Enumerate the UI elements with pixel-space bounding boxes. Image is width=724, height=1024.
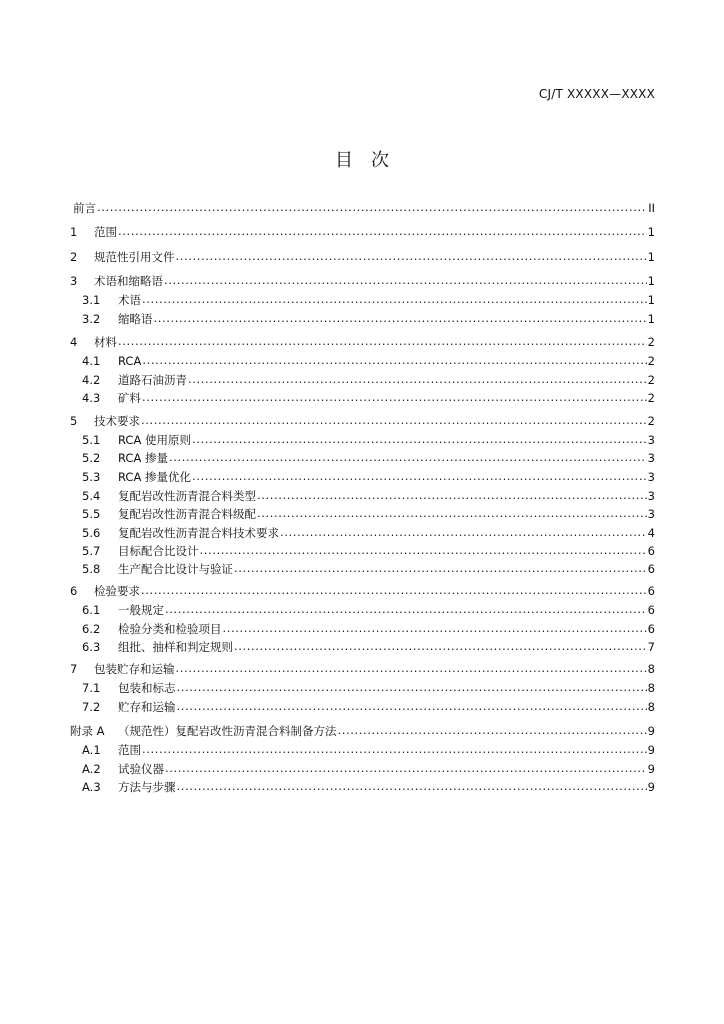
toc-entry-title: 包装贮存和运输 (94, 662, 175, 676)
toc-dot-leader (142, 740, 647, 759)
toc-dot-leader (141, 581, 647, 600)
toc-dot-leader (280, 523, 647, 542)
toc-entry-number: 5.3 (82, 470, 101, 484)
toc-entry[interactable] (82, 291, 655, 310)
toc-entry-page-number: 8 (647, 662, 655, 676)
toc-dot-leader (142, 388, 647, 407)
toc-entry-number: 6 (70, 584, 78, 598)
toc-entry-number: 5.5 (82, 507, 101, 521)
toc-dot-leader (188, 370, 647, 389)
toc-entry-page-number: 9 (647, 780, 655, 794)
toc-entry-number: 6.1 (82, 603, 101, 617)
toc-entry-title: 包装和标志 (118, 681, 176, 695)
toc-entry-title: 检验分类和检验项目 (118, 622, 222, 636)
toc-entry-title: 术语和缩略语 (94, 274, 163, 288)
toc-entry-number: 7.2 (82, 700, 101, 714)
toc-dot-leader (165, 759, 647, 778)
toc-entry[interactable] (70, 412, 655, 431)
toc-entry-number: 3.1 (82, 293, 101, 307)
toc-entry[interactable] (70, 333, 655, 352)
toc-entry-number: 5.6 (82, 526, 101, 540)
toc-entry-number: 4.3 (82, 391, 101, 405)
toc-entry[interactable] (82, 505, 655, 524)
toc-entry-title: RCA (118, 354, 142, 368)
toc-entry[interactable] (82, 449, 655, 468)
toc-entry[interactable] (82, 389, 655, 408)
toc-entry-number: 7 (70, 662, 78, 676)
toc-entry-title: 术语 (118, 293, 141, 307)
toc-entry-number: 1 (70, 225, 78, 239)
toc-entry-title: 复配岩改性沥青混合料技术要求 (118, 526, 279, 540)
toc-entry-page-number: 1 (647, 293, 655, 307)
toc-entry-title: 道路石油沥青 (118, 373, 187, 387)
toc-entry-title: 复配岩改性沥青混合料类型 (118, 489, 256, 503)
toc-entry[interactable] (82, 310, 655, 329)
toc-dot-leader (142, 351, 646, 370)
toc-entry-number: A.3 (82, 780, 101, 794)
toc-entry-page-number: 9 (647, 724, 655, 738)
toc-entry[interactable] (82, 698, 655, 717)
toc-dot-leader (257, 486, 647, 505)
toc-entry[interactable] (82, 468, 655, 487)
toc-entry-number: 6.3 (82, 640, 101, 654)
toc-entry-title: RCA 掺量 (118, 451, 168, 465)
toc-entry-page-number: 6 (647, 544, 655, 558)
toc-entry-page-number: 3 (647, 489, 655, 503)
toc-entry-page-number: 1 (647, 274, 655, 288)
toc-entry-page-number: 7 (647, 640, 655, 654)
toc-entry-number: 5.7 (82, 544, 101, 558)
toc-dot-leader (141, 411, 647, 430)
toc-entry[interactable] (82, 741, 655, 760)
toc-dot-leader (234, 559, 647, 578)
toc-entry[interactable] (82, 638, 655, 657)
toc-dot-leader (164, 271, 647, 290)
toc-entry-title: 贮存和运输 (118, 700, 176, 714)
toc-entry-title: 复配岩改性沥青混合料级配 (118, 507, 256, 521)
toc-dot-leader (177, 697, 647, 716)
toc-entry[interactable] (70, 272, 655, 291)
toc-dot-leader (154, 309, 647, 328)
toc-entry-number: 5.2 (82, 451, 101, 465)
toc-entry-title: 一般规定 (118, 603, 164, 617)
toc-entry-number: A.1 (82, 743, 101, 757)
toc-entry-page-number: 9 (647, 743, 655, 757)
toc-entry-page-number: 6 (647, 622, 655, 636)
toc-entry-page-number: 3 (647, 507, 655, 521)
toc-entry-number: 5.1 (82, 433, 101, 447)
toc-dot-leader (257, 504, 647, 523)
toc-entry-page-number: 8 (647, 700, 655, 714)
toc-entry[interactable] (70, 248, 655, 267)
toc-entry[interactable] (82, 601, 655, 620)
toc-entry-number: 3 (70, 274, 78, 288)
toc-entry-title: RCA 掺量优化 (118, 470, 191, 484)
toc-entry-number: 4 (70, 335, 78, 349)
toc-dot-leader (176, 659, 647, 678)
toc-entry-title: 范围 (94, 225, 117, 239)
toc-entry[interactable] (82, 352, 655, 371)
toc-dot-leader (200, 541, 647, 560)
toc-dot-leader (177, 777, 647, 796)
toc-entry-page-number: 2 (647, 335, 655, 349)
toc-dot-leader (165, 600, 647, 619)
toc-entry-page-number: 3 (647, 451, 655, 465)
toc-entry-number: 6.2 (82, 622, 101, 636)
toc-entry-page-number: 9 (647, 762, 655, 776)
toc-entry-title: 前言 (73, 201, 96, 215)
toc-dot-leader (177, 678, 647, 697)
toc-entry-page-number: 6 (647, 584, 655, 598)
toc-entry-page-number: 2 (647, 391, 655, 405)
toc-entry-page-number: 2 (647, 414, 655, 428)
toc-entry-page-number: 3 (647, 470, 655, 484)
toc-entry-title: RCA 使用原则 (118, 433, 191, 447)
toc-entry[interactable] (70, 660, 655, 679)
toc-entry-title: 规范性引用文件 (94, 250, 175, 264)
toc-entry-number: 4.2 (82, 373, 101, 387)
toc-dot-leader (97, 198, 647, 217)
toc-entry-page-number: 8 (647, 681, 655, 695)
toc-entry-page-number: 6 (647, 603, 655, 617)
toc-entry-title: 范围 (118, 743, 141, 757)
toc-entry-page-number: 1 (647, 312, 655, 326)
toc-entry-number: 5 (70, 414, 78, 428)
toc-entry[interactable] (70, 223, 655, 242)
toc-entry-title: 生产配合比设计与验证 (118, 562, 233, 576)
toc-dot-leader (142, 290, 647, 309)
toc-entry-title: 目标配合比设计 (118, 544, 199, 558)
toc-dot-leader (118, 222, 647, 241)
toc-entry-title: 材料 (94, 335, 117, 349)
toc-entry-number: 7.1 (82, 681, 101, 695)
toc-entry-page-number: 4 (647, 526, 655, 540)
toc-entry-page-number: 1 (647, 225, 655, 239)
document-code: CJ/T XXXXX—XXXX (538, 87, 655, 101)
toc-entry[interactable] (82, 679, 655, 698)
toc-entry-page-number: 1 (647, 250, 655, 264)
toc-entry-title: 矿料 (118, 391, 141, 405)
toc-entry-number: 5.4 (82, 489, 101, 503)
toc-entry-page-number: 3 (647, 433, 655, 447)
toc-entry[interactable] (70, 722, 655, 741)
toc-entry-title: 技术要求 (94, 414, 140, 428)
toc-entry[interactable] (70, 199, 655, 218)
toc-entry-number: A.2 (82, 762, 101, 776)
toc-entry-title: 方法与步骤 (118, 780, 176, 794)
page-title: 目 次 (335, 150, 389, 171)
toc-dot-leader (338, 721, 647, 740)
toc-entry-number: 5.8 (82, 562, 101, 576)
toc-entry-number: 2 (70, 250, 78, 264)
toc-entry-title: 缩略语 (118, 312, 153, 326)
toc-dot-leader (118, 332, 647, 351)
toc-dot-leader (176, 247, 647, 266)
toc-dot-leader (223, 619, 647, 638)
toc-entry[interactable] (82, 560, 655, 579)
toc-dot-leader (169, 448, 647, 467)
toc-entry-number: 附录 A (70, 724, 105, 738)
toc-entry-number: 3.2 (82, 312, 101, 326)
toc-dot-leader (234, 637, 647, 656)
toc-entry-page-number: 2 (647, 373, 655, 387)
toc-entry-title: 试验仪器 (118, 762, 164, 776)
toc-entry-page-number: 6 (647, 562, 655, 576)
toc-entry-page-number: 2 (647, 354, 655, 368)
toc-entry-page-number: II (648, 201, 655, 215)
toc-entry-title: （规范性）复配岩改性沥青混合料制备方法 (118, 724, 337, 738)
toc-entry-title: 组批、抽样和判定规则 (118, 640, 233, 654)
toc-entry[interactable] (82, 778, 655, 797)
toc-entry-title: 检验要求 (94, 584, 140, 598)
toc-dot-leader (192, 467, 647, 486)
toc-entry[interactable] (70, 582, 655, 601)
toc-entry-number: 4.1 (82, 354, 101, 368)
toc-dot-leader (192, 430, 647, 449)
